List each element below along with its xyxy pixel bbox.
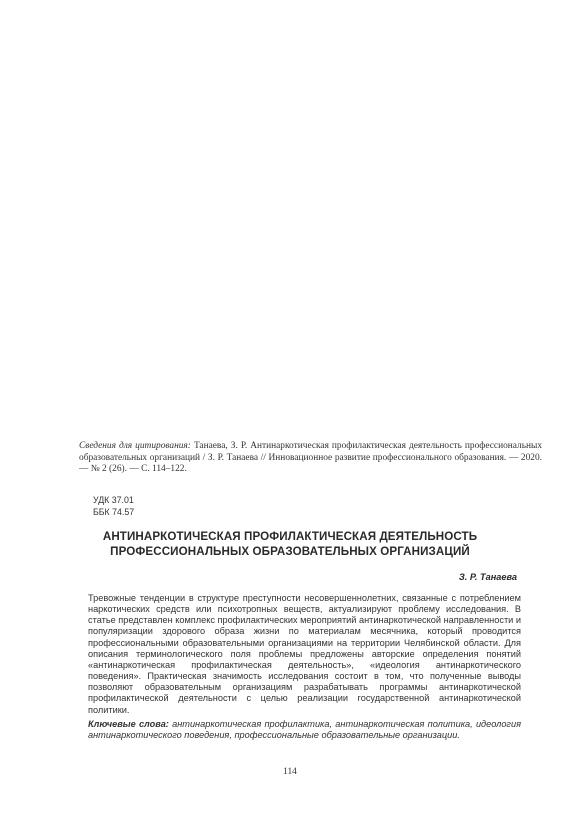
article-title (60, 529, 520, 559)
citation-text: Танаева, З. Р. Антинаркотическая профилактическая деятельность профессиональных образовательных организаций / З. Р. Танаева // Инновационное развитие профессионального образования. — 2020. — № 2 (26). — С. 114–122. (79, 441, 543, 475)
keywords-block (88, 719, 521, 741)
udk-code: УДК 37.01 (93, 495, 134, 505)
abstract: Тревожные тенденции в структуре преступности несовершеннолетних, связанные с потреблением наркотических средств или психотропных веществ, актуализируют проблему исследования. В статье представлен комплекс профилактических мероприятий антинаркотической направленности и популяризации здорового образа жизни по материалам месячника, который проводится профессиональными образовательными организациями на территории Челябинской области. Для описания терминологического поля проблемы предложены авторские определения понятий «антинаркотическая профилактическая деятельность», «идеология антинаркотического поведения». Практическая значимость исследования состоит в том, что полученные выводы позволяют образовательным организациям разрабатывать программы антинаркотической профилактической деятельности с целью реализации государственной антинаркотической политики. (88, 593, 521, 715)
title-line-1: АНТИНАРКОТИЧЕСКАЯ ПРОФИЛАКТИЧЕСКАЯ ДЕЯТЕЛЬНОСТЬ (102, 530, 478, 543)
citation-block (79, 441, 542, 476)
title-line-2: ПРОФЕССИОНАЛЬНЫХ ОБРАЗОВАТЕЛЬНЫХ ОРГАНИЗАЦИЙ (110, 545, 470, 558)
bbk-code: ББК 74.57 (93, 506, 135, 517)
classification-codes (93, 495, 134, 518)
page-number: 114 (283, 767, 297, 777)
keywords-label: Ключевые слова: (88, 719, 169, 729)
citation-label: Сведения для цитирования: (79, 441, 191, 451)
keywords-text: антинаркотическая профилактика, антинаркотическая политика, идеология антинаркотического поведения, профессиональные образовательные организации. (88, 719, 521, 741)
author-name: З. Р. Танаева (458, 572, 517, 582)
